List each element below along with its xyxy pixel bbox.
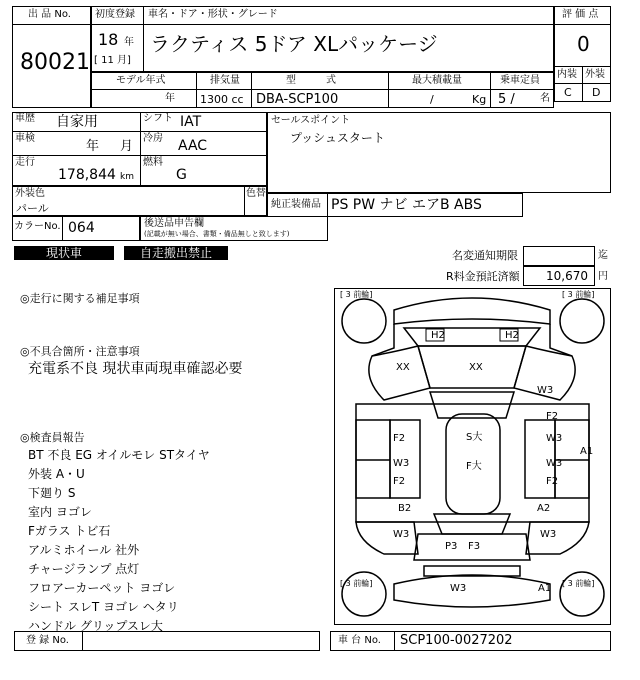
inspector-line: ハンドル グリップスレ大 xyxy=(28,619,163,633)
mark-b2-left: B2 xyxy=(398,503,412,514)
name-change-deadline-unit: 迄 xyxy=(598,250,608,261)
ac-value: AAC xyxy=(178,138,208,154)
mark-xx-left: XX xyxy=(396,362,410,373)
mileage-label: 走行 xyxy=(15,157,35,168)
mileage-value: 178,844 xyxy=(58,167,116,183)
front-grille xyxy=(404,328,540,346)
first-registration-label: 初度登録 xyxy=(95,9,135,20)
left-door-panel xyxy=(356,420,390,498)
mark-a2-right: A2 xyxy=(537,503,551,514)
sales-point-value: プッシュスタート xyxy=(290,131,385,145)
max-load-value: / xyxy=(430,93,434,106)
mark-p3: P3 xyxy=(445,541,458,552)
model-code: DBA-SCP100 xyxy=(256,92,339,107)
defect-remarks-text: 充電系不良 現状車両現車確認必要 xyxy=(28,361,243,377)
exterior-score: D xyxy=(592,86,601,99)
name-change-deadline-field xyxy=(523,246,595,266)
displacement-value: 1300 cc xyxy=(200,93,244,106)
mark-w3-rear: W3 xyxy=(450,583,467,594)
capacity-unit: 名 xyxy=(540,93,550,104)
mark-f2-left: F2 xyxy=(393,433,406,444)
mark-h2-right: H2 xyxy=(505,330,519,341)
recycle-fee-value: 10,670 xyxy=(546,269,588,283)
car-name-label: 車名・ドア・形状・グレード xyxy=(148,9,278,20)
equipment-value: PS PW ナビ エアB ABS xyxy=(331,197,482,213)
exterior-color-value: パール xyxy=(16,202,49,215)
mark-w3-right-bottom: W3 xyxy=(540,529,557,540)
lot-number: 80021 xyxy=(20,50,90,75)
sales-point-label: セールスポイント xyxy=(271,115,351,126)
inspector-line: アルミホイール 社外 xyxy=(28,543,140,557)
model-code-label: 型 式 xyxy=(286,75,336,86)
interior-score: C xyxy=(564,86,572,99)
model-year-unit: 年 xyxy=(165,93,175,104)
mark-a1-right: A1 xyxy=(580,446,594,457)
inspector-line: チャージランプ 点灯 xyxy=(28,562,140,576)
inspection-year: 年 xyxy=(86,139,100,154)
mark-s-large: S大 xyxy=(466,432,483,443)
shift-label: シフト xyxy=(143,113,173,124)
mark-w3-left-low: W3 xyxy=(393,529,410,540)
mark-h2-left: H2 xyxy=(431,330,445,341)
capacity-label: 乗車定員 xyxy=(500,75,540,86)
max-load-label: 最大積載量 xyxy=(412,75,462,86)
rear-right-fender xyxy=(526,522,589,554)
current-state-badge: 現状車 xyxy=(14,246,114,260)
history-label: 車歴 xyxy=(15,113,35,124)
defect-remarks-title: ◎不具合箇所・注意事項 xyxy=(20,345,140,358)
front-bumper xyxy=(394,298,550,324)
inspector-report-list xyxy=(28,446,318,636)
color-change-label: 色替 xyxy=(246,188,266,199)
rear-window xyxy=(434,514,510,534)
mark-f3: F3 xyxy=(468,541,481,552)
model-year-label: モデル年式 xyxy=(116,75,166,86)
inspector-line: 室内 ヨゴレ xyxy=(28,505,92,519)
inspector-line: BT 不良 EG オイルモレ STタイヤ xyxy=(28,448,210,462)
no-self-drive-badge: 自走搬出禁止 xyxy=(124,246,228,260)
shift-value: IAT xyxy=(180,114,202,130)
mark-f2-right-top: F2 xyxy=(546,411,559,422)
mileage-unit: km xyxy=(120,172,134,182)
color-no-label: カラーNo. xyxy=(14,221,61,232)
inspector-line: 外装 A・U xyxy=(28,467,85,481)
mark-w3-right-mid: W3 xyxy=(546,433,563,444)
exterior-color-box xyxy=(12,186,267,216)
car-name: ラクティス 5ドア XLパッケージ xyxy=(150,32,438,56)
rear-bumper xyxy=(394,575,550,607)
registration-no-label: 登 録 No. xyxy=(26,635,69,646)
mark-w3-right-low: W3 xyxy=(546,458,563,469)
chassis-no-value: SCP100-0027202 xyxy=(400,633,513,648)
mark-f2-left-low: F2 xyxy=(393,476,406,487)
recycle-fee-label: R料金預託済額 xyxy=(446,270,520,283)
history-value: 自家用 xyxy=(56,114,98,130)
mark-f2-right-low: F2 xyxy=(546,476,559,487)
inspector-line: Fガラス トビ石 xyxy=(28,524,111,538)
inspector-line: シート スレT ヨゴレ ヘタリ xyxy=(28,600,179,614)
mark-a1-rear: A1 xyxy=(538,583,552,594)
mark-w3-right-top: W3 xyxy=(537,385,554,396)
color-no-value: 064 xyxy=(68,220,95,236)
displacement-label: 排気量 xyxy=(210,75,240,86)
aftermarket-label: 後送品申告欄 xyxy=(144,218,204,229)
mark-w3-left-mid: W3 xyxy=(393,458,410,469)
equipment-label: 純正装備品 xyxy=(271,199,321,210)
tire-front-right xyxy=(560,299,604,343)
inspector-line: フロアーカーペット ヨゴレ xyxy=(28,581,176,595)
capacity-value: 5 / xyxy=(498,92,515,107)
lot-number-label: 出 品 No. xyxy=(28,9,71,20)
car-diagram xyxy=(334,288,611,625)
ac-label: 冷房 xyxy=(143,133,163,144)
interior-label: 内装 xyxy=(557,69,577,80)
chassis-no-label: 車 台 No. xyxy=(338,635,381,646)
name-change-deadline-label: 名変通知期限 xyxy=(452,249,518,262)
year-unit: 年 xyxy=(124,37,134,48)
aftermarket-note: (記載が無い場合、書類・備品無しと致します) xyxy=(144,230,290,238)
tire-rear-left-label: [ 3 前輪] xyxy=(340,579,373,588)
max-load-unit: Kg xyxy=(472,93,487,106)
tire-front-left-label: [ 3 前輪] xyxy=(340,290,373,299)
first-registration-month: [ 11 月] xyxy=(94,55,131,66)
recycle-fee-unit: 円 xyxy=(598,271,608,282)
first-registration-year: 18 xyxy=(98,30,119,49)
driving-remarks-title: ◎走行に関する補足事項 xyxy=(20,292,140,305)
score-value: 0 xyxy=(577,32,590,56)
tire-front-left xyxy=(342,299,386,343)
inspection-month: 月 xyxy=(120,139,134,154)
fuel-label: 燃料 xyxy=(143,157,163,168)
tire-front-right-label: [ 3 前輪] xyxy=(562,290,595,299)
mark-f-large: F大 xyxy=(466,461,482,472)
tire-rear-right-label: [ 3 前輪] xyxy=(562,579,595,588)
fuel-value: G xyxy=(176,167,187,183)
exterior-color-label: 外装色 xyxy=(15,188,45,199)
mark-xx-center: XX xyxy=(469,362,483,373)
inspection-label: 車検 xyxy=(15,133,35,144)
exterior-label: 外装 xyxy=(585,69,605,80)
inspector-line: 下廻り S xyxy=(28,486,76,500)
inspector-report-title: ◎検査員報告 xyxy=(20,431,85,444)
score-label: 評 価 点 xyxy=(562,9,599,20)
